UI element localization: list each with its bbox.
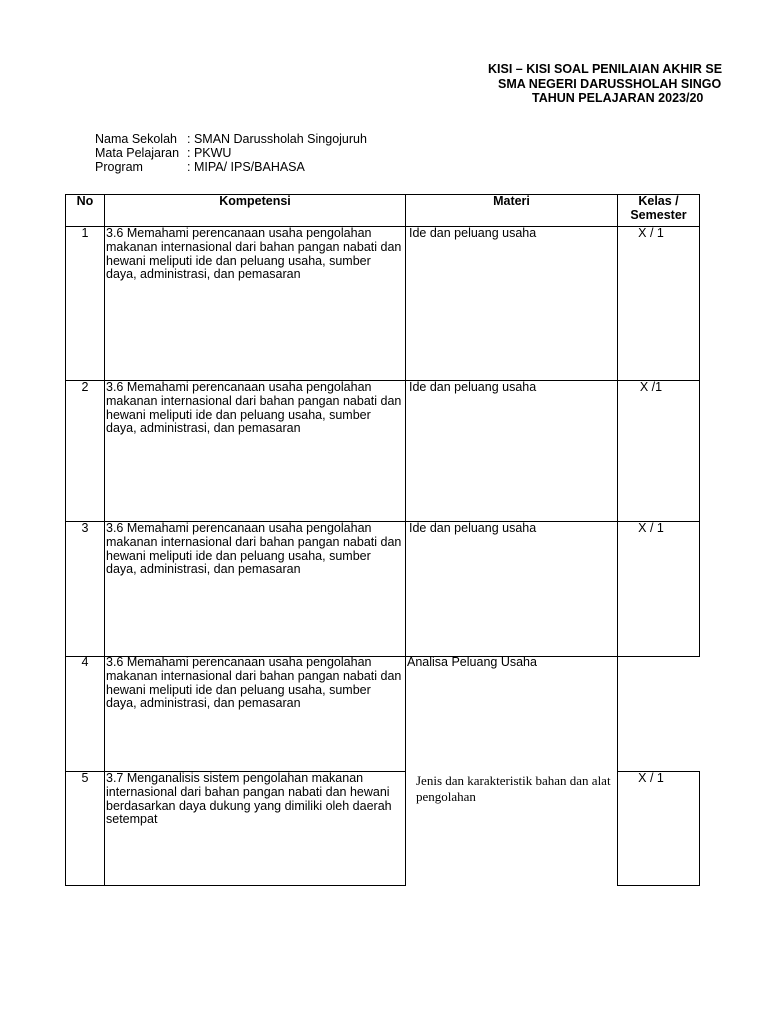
competency-text: 3.6 Memahami perencanaan usaha pengolahan makanan internasional dari bahan pangan nabati dan hewani meliputi ide dan peluang usaha, sumber daya, administrasi, dan pemasaran: [106, 521, 402, 577]
row-number: 1: [81, 226, 89, 240]
info-label: Nama Sekolah: [95, 132, 177, 146]
column-header-kelas: [618, 194, 699, 222]
info-value: : SMAN Darussholah Singojuruh: [187, 132, 367, 146]
competency-text: 3.6 Memahami perencanaan usaha pengolahan makanan internasional dari bahan pangan nabati dan hewani meliputi ide dan peluang usaha, sumber daya, administrasi, dan pemasaran: [106, 380, 402, 436]
competency-text: 3.6 Memahami perencanaan usaha pengolahan makanan internasional dari bahan pangan nabati dan hewani meliputi ide dan peluang usaha, sumber daya, administrasi, dan pemasaran: [106, 226, 402, 282]
class-semester: X / 1: [638, 521, 664, 535]
row-number: 3: [81, 521, 89, 535]
material-text: Ide dan peluang usaha: [409, 521, 537, 535]
class-semester: X /1: [639, 380, 663, 394]
material-text: Ide dan peluang usaha: [409, 380, 537, 394]
class-semester: X / 1: [638, 771, 664, 785]
column-header-kelas-line2: Semester: [630, 208, 687, 222]
material-text: Jenis dan karakteristik bahan dan alat pengolahan: [416, 773, 611, 804]
table-border: [699, 194, 700, 657]
class-semester: X / 1: [638, 226, 664, 240]
material-text: Ide dan peluang usaha: [409, 226, 537, 240]
table-border: [699, 771, 700, 886]
column-header-materi: Materi: [493, 194, 530, 208]
header-school-line: SMA NEGERI DARUSSHOLAH SINGO: [498, 76, 722, 91]
table-border: [405, 194, 406, 886]
competency-text: 3.7 Menganalisis sistem pengolahan makanan internasional dari bahan pangan nabati dan hewani berdasarkan daya dukung yang dimiliki oleh daerah setempat: [106, 771, 392, 827]
row-number: 4: [81, 655, 89, 669]
column-header-no: No: [76, 194, 94, 208]
info-value: : PKWU: [187, 146, 232, 160]
table-border: [104, 194, 105, 886]
competency-text: 3.6 Memahami perencanaan usaha pengolahan makanan internasional dari bahan pangan nabati dan hewani meliputi ide dan peluang usaha, sumber daya, administrasi, dan pemasaran: [106, 655, 402, 711]
material-text: Analisa Peluang Usaha: [407, 655, 537, 669]
column-header-kompetensi: Kompetensi: [219, 194, 291, 208]
table-border: [617, 885, 700, 886]
info-value: : MIPA/ IPS/BAHASA: [187, 160, 305, 174]
column-header-kelas-line1: Kelas /: [638, 194, 679, 208]
table-border: [65, 885, 405, 886]
row-number: 5: [81, 771, 89, 785]
header-year-line: TAHUN PELAJARAN 2023/20: [532, 91, 704, 105]
header-title-line: KISI – KISI SOAL PENILAIAN AKHIR SE: [488, 62, 723, 76]
info-label: Program: [95, 160, 143, 174]
info-label: Mata Pelajaran: [95, 146, 180, 160]
row-number: 2: [81, 380, 89, 394]
